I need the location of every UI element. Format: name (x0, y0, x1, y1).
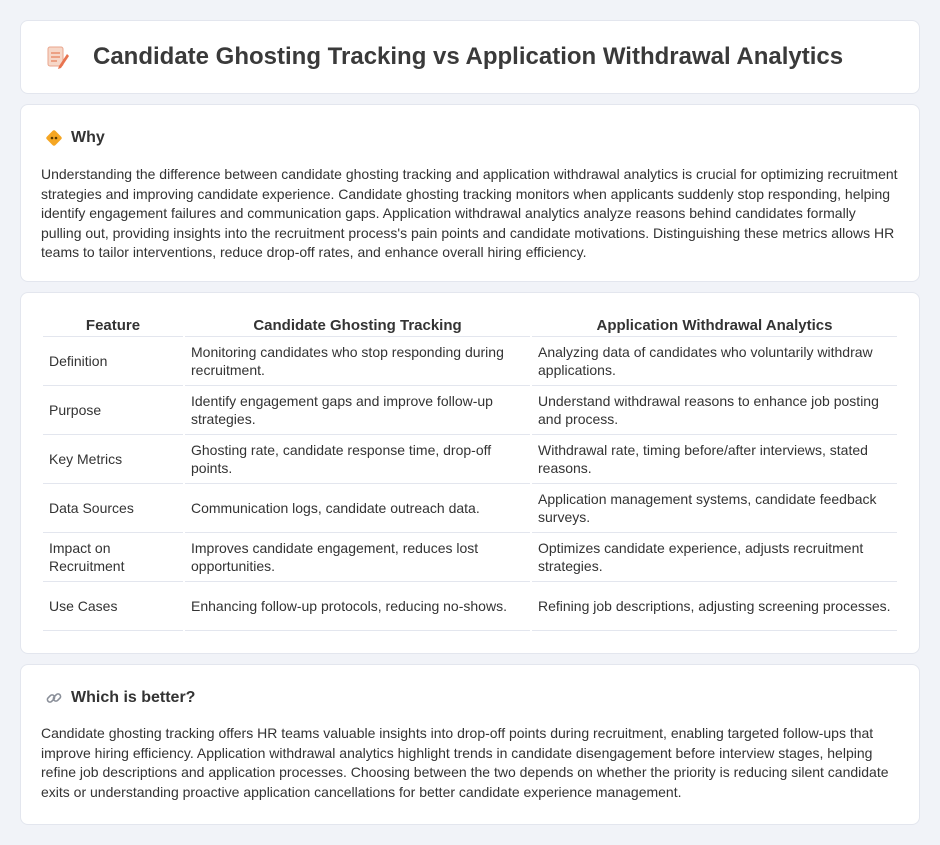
why-card (20, 104, 920, 282)
table-row (43, 337, 897, 386)
row-ghosting: Improves candidate engagement, reduces lost opportunities. (185, 533, 530, 582)
header-withdrawal: Application Withdrawal Analytics (532, 315, 897, 337)
better-body: Candidate ghosting tracking offers HR teams valuable insights into drop-off points during recruitment, enabling targeted follow-ups that improve hiring efficiency. Application withdrawal analytics highlight trends in candidate disengagement before interview stages, helping refine job descriptions and application processes. Choosing between the two depends on whether the priority is reducing silent candidate exits or understanding proactive application cancellations for better candidate experience management. (41, 725, 889, 800)
table-row (43, 386, 897, 435)
header-feature: Feature (43, 315, 183, 337)
why-body: Understanding the difference between candidate ghosting tracking and application withdrawal analytics is crucial for optimizing recruitment strategies and improving candidate experience. Candidate ghosting tracking monitors when applicants suddenly stop responding, helping identify engagement failures and communication gaps. Application withdrawal analytics analyze reasons behind candidates formally pulling out, providing insights into the recruitment process's pain points and candidate motivations. Distinguishing these metrics allows HR teams to tailor interventions, reduce drop-off rates, and enhance overall hiring efficiency. (41, 166, 898, 260)
why-title: Why (71, 129, 105, 146)
table-row (43, 484, 897, 533)
which-better-card (20, 664, 920, 825)
row-ghosting: Enhancing follow-up protocols, reducing no-shows. (185, 582, 530, 631)
row-ghosting: Ghosting rate, candidate response time, drop-off points. (185, 435, 530, 484)
row-feature: Data Sources (43, 484, 183, 533)
row-feature: Key Metrics (43, 435, 183, 484)
document-pencil-icon (47, 44, 69, 70)
better-title: Which is better? (71, 689, 196, 706)
better-heading (45, 689, 195, 707)
row-withdrawal: Withdrawal rate, timing before/after interviews, stated reasons. (532, 435, 897, 484)
row-withdrawal: Optimizes candidate experience, adjusts recruitment strategies. (532, 533, 897, 582)
row-withdrawal: Application management systems, candidate feedback surveys. (532, 484, 897, 533)
row-feature: Use Cases (43, 582, 183, 631)
warning-sign-icon (45, 129, 63, 147)
table-row (43, 533, 897, 582)
row-ghosting: Communication logs, candidate outreach data. (185, 484, 530, 533)
table-row (43, 582, 897, 631)
comparison-table-card (20, 292, 920, 654)
page-title: Candidate Ghosting Tracking vs Application Withdrawal Analytics (93, 43, 844, 70)
row-ghosting: Monitoring candidates who stop responding during recruitment. (185, 337, 530, 386)
row-withdrawal: Understand withdrawal reasons to enhance job posting and process. (532, 386, 897, 435)
header-ghosting: Candidate Ghosting Tracking (185, 315, 530, 337)
why-heading (45, 129, 105, 147)
title-row (47, 43, 843, 71)
row-withdrawal: Refining job descriptions, adjusting screening processes. (532, 582, 897, 631)
table-header-row (43, 315, 897, 337)
row-ghosting: Identify engagement gaps and improve follow-up strategies. (185, 386, 530, 435)
table-row (43, 435, 897, 484)
row-withdrawal: Analyzing data of candidates who voluntarily withdraw applications. (532, 337, 897, 386)
row-feature: Definition (43, 337, 183, 386)
row-feature: Purpose (43, 386, 183, 435)
row-feature: Impact on Recruitment (43, 533, 183, 582)
link-icon (45, 689, 63, 707)
title-card (20, 20, 920, 94)
comparison-table (41, 315, 899, 631)
